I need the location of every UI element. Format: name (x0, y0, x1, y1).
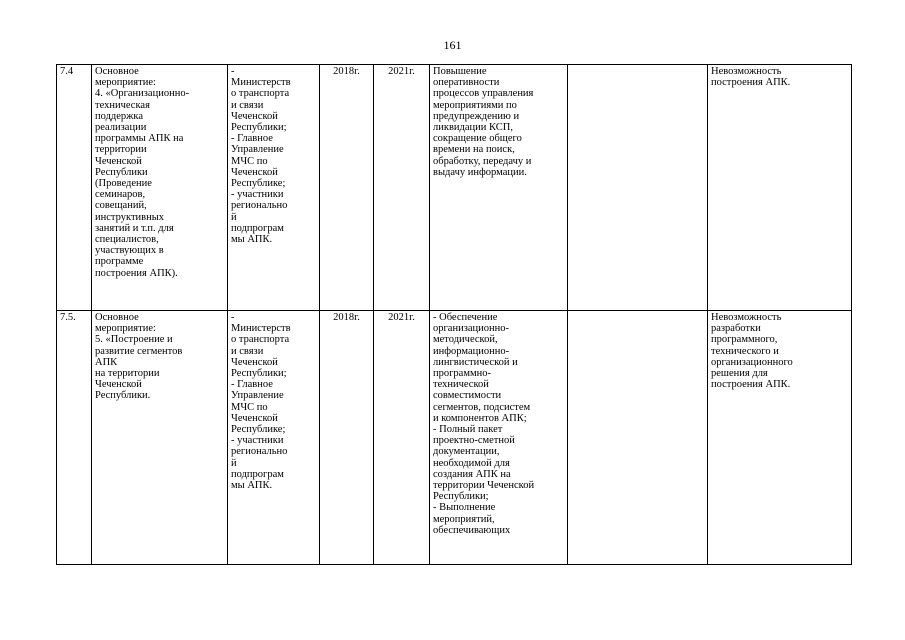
event-name: Основное мероприятие: 5. «Построение и развитие сегментов АПК на территории Чеченской Республики. (92, 311, 228, 565)
executors: - Министерств о транспорта и связи Чеченской Республики; - Главное Управление МЧС по Чеченской Республике; - участники регионально й подпрограм мы АПК. (228, 65, 320, 311)
end-year: 2021г. (374, 311, 430, 565)
program-table (56, 64, 852, 565)
consequence: Невозможность разработки программного, технического и организационного решения для построения АПК. (708, 311, 852, 565)
executors: - Министерств о транспорта и связи Чеченской Республики; - Главное Управление МЧС по Чеченской Республике; - участники регионально й подпрограм мы АПК. (228, 311, 320, 565)
table-row (57, 65, 852, 311)
start-year: 2018г. (320, 311, 374, 565)
table-row (57, 311, 852, 565)
event-name: Основное мероприятие: 4. «Организационно- техническая поддержка реализации программы АПК на территории Чеченской Республики (Проведение семинаров, совещаний, инструктивных занятий и т.п. для специалистов, участвующих в программе построения АПК). (92, 65, 228, 311)
end-year: 2021г. (374, 65, 430, 311)
expected-result: - Обеспечение организационно- методической, информационно- лингвистической и программно- технической совместимости сегментов, подсистем и компонентов АПК; - Полный пакет проектно-сметной документации, необходимой для создания АПК на территории Чеченской Республики; - Выполнение мероприятий, обеспечивающих (430, 311, 568, 565)
expected-result: Повышение оперативности процессов управления мероприятиями по предупреждению и ликвидации КСП, сокращение общего времени на поиск, обработку, передачу и выдачу информации. (430, 65, 568, 311)
row-number: 7.5. (57, 311, 92, 565)
consequence: Невозможность построения АПК. (708, 65, 852, 311)
row-number: 7.4 (57, 65, 92, 311)
link-cell (568, 311, 708, 565)
page-number: 161 (443, 38, 462, 52)
start-year: 2018г. (320, 65, 374, 311)
link-cell (568, 65, 708, 311)
